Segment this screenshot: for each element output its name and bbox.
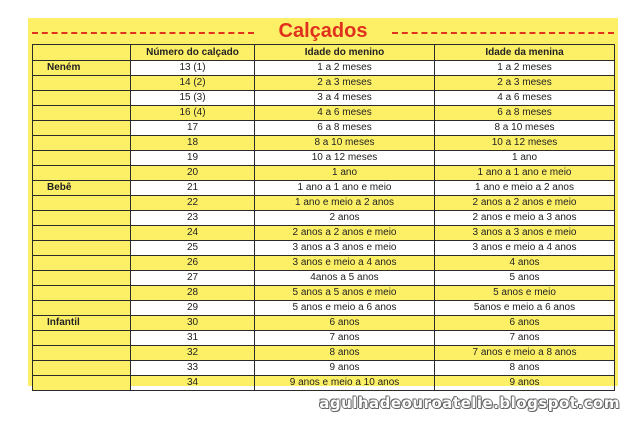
category-cell bbox=[33, 301, 131, 316]
girl-age-cell: 4 a 6 meses bbox=[435, 91, 615, 106]
title-row bbox=[28, 18, 618, 42]
size-table bbox=[32, 44, 615, 391]
girl-age-cell: 2 anos e meio a 3 anos bbox=[435, 211, 615, 226]
category-cell bbox=[33, 241, 131, 256]
category-cell bbox=[33, 346, 131, 361]
category-cell bbox=[33, 106, 131, 121]
shoe-size-cell: 22 bbox=[131, 196, 255, 211]
shoe-size-cell: 20 bbox=[131, 166, 255, 181]
size-chart-card bbox=[28, 18, 618, 386]
girl-age-cell: 9 anos bbox=[435, 376, 615, 391]
category-cell bbox=[33, 331, 131, 346]
header-boy-age: Idade do menino bbox=[255, 45, 435, 61]
boy-age-cell: 9 anos e meio a 10 anos bbox=[255, 376, 435, 391]
category-cell bbox=[33, 376, 131, 391]
shoe-size-cell: 24 bbox=[131, 226, 255, 241]
boy-age-cell: 10 a 12 meses bbox=[255, 151, 435, 166]
boy-age-cell: 7 anos bbox=[255, 331, 435, 346]
boy-age-cell: 3 anos e meio a 4 anos bbox=[255, 256, 435, 271]
girl-age-cell: 1 ano a 1 ano e meio bbox=[435, 166, 615, 181]
category-label: Neném bbox=[33, 61, 131, 76]
table-row bbox=[33, 136, 615, 151]
table-row bbox=[33, 316, 615, 331]
shoe-size-cell: 30 bbox=[131, 316, 255, 331]
girl-age-cell: 1 ano e meio a 2 anos bbox=[435, 181, 615, 196]
shoe-size-cell: 27 bbox=[131, 271, 255, 286]
shoe-size-cell: 18 bbox=[131, 136, 255, 151]
category-cell bbox=[33, 136, 131, 151]
title-divider-right bbox=[392, 32, 614, 34]
shoe-size-cell: 19 bbox=[131, 151, 255, 166]
girl-age-cell: 5 anos e meio bbox=[435, 286, 615, 301]
header-shoe-size: Número do calçado bbox=[131, 45, 255, 61]
boy-age-cell: 6 a 8 meses bbox=[255, 121, 435, 136]
shoe-size-cell: 33 bbox=[131, 361, 255, 376]
category-cell bbox=[33, 211, 131, 226]
category-cell bbox=[33, 121, 131, 136]
girl-age-cell: 8 anos bbox=[435, 361, 615, 376]
girl-age-cell: 5anos e meio a 6 anos bbox=[435, 301, 615, 316]
boy-age-cell: 5 anos a 5 anos e meio bbox=[255, 286, 435, 301]
header-row bbox=[33, 45, 615, 61]
title-divider-left bbox=[32, 32, 254, 34]
girl-age-cell: 6 a 8 meses bbox=[435, 106, 615, 121]
category-label: Infantil bbox=[33, 316, 131, 331]
shoe-size-cell: 16 (4) bbox=[131, 106, 255, 121]
category-cell bbox=[33, 361, 131, 376]
boy-age-cell: 1 ano a 1 ano e meio bbox=[255, 181, 435, 196]
boy-age-cell: 3 anos a 3 anos e meio bbox=[255, 241, 435, 256]
shoe-size-cell: 14 (2) bbox=[131, 76, 255, 91]
shoe-size-cell: 32 bbox=[131, 346, 255, 361]
table-row bbox=[33, 151, 615, 166]
girl-age-cell: 7 anos e meio a 8 anos bbox=[435, 346, 615, 361]
girl-age-cell: 3 anos a 3 anos e meio bbox=[435, 226, 615, 241]
boy-age-cell: 1 a 2 meses bbox=[255, 61, 435, 76]
girl-age-cell: 2 anos a 2 anos e meio bbox=[435, 196, 615, 211]
table-row bbox=[33, 256, 615, 271]
table-row bbox=[33, 361, 615, 376]
category-cell bbox=[33, 91, 131, 106]
table-row bbox=[33, 376, 615, 391]
table-row bbox=[33, 91, 615, 106]
girl-age-cell: 7 anos bbox=[435, 331, 615, 346]
header-girl-age: Idade da menina bbox=[435, 45, 615, 61]
boy-age-cell: 8 a 10 meses bbox=[255, 136, 435, 151]
boy-age-cell: 2 anos a 2 anos e meio bbox=[255, 226, 435, 241]
table-body bbox=[33, 61, 615, 391]
girl-age-cell: 2 a 3 meses bbox=[435, 76, 615, 91]
table-row bbox=[33, 76, 615, 91]
girl-age-cell: 10 a 12 meses bbox=[435, 136, 615, 151]
table-row bbox=[33, 346, 615, 361]
shoe-size-cell: 15 (3) bbox=[131, 91, 255, 106]
category-cell bbox=[33, 286, 131, 301]
shoe-size-cell: 13 (1) bbox=[131, 61, 255, 76]
girl-age-cell: 4 anos bbox=[435, 256, 615, 271]
shoe-size-cell: 28 bbox=[131, 286, 255, 301]
boy-age-cell: 9 anos bbox=[255, 361, 435, 376]
girl-age-cell: 1 ano bbox=[435, 151, 615, 166]
boy-age-cell: 8 anos bbox=[255, 346, 435, 361]
table-row bbox=[33, 286, 615, 301]
boy-age-cell: 3 a 4 meses bbox=[255, 91, 435, 106]
boy-age-cell: 1 ano e meio a 2 anos bbox=[255, 196, 435, 211]
category-cell bbox=[33, 226, 131, 241]
table-row bbox=[33, 211, 615, 226]
table-row bbox=[33, 226, 615, 241]
category-label: Bebê bbox=[33, 181, 131, 196]
table-row bbox=[33, 241, 615, 256]
girl-age-cell: 5 anos bbox=[435, 271, 615, 286]
shoe-size-cell: 34 bbox=[131, 376, 255, 391]
shoe-size-cell: 23 bbox=[131, 211, 255, 226]
boy-age-cell: 4anos a 5 anos bbox=[255, 271, 435, 286]
girl-age-cell: 3 anos e meio a 4 anos bbox=[435, 241, 615, 256]
table-row bbox=[33, 166, 615, 181]
boy-age-cell: 6 anos bbox=[255, 316, 435, 331]
header-category bbox=[33, 45, 131, 61]
boy-age-cell: 4 a 6 meses bbox=[255, 106, 435, 121]
girl-age-cell: 8 a 10 meses bbox=[435, 121, 615, 136]
boy-age-cell: 1 ano bbox=[255, 166, 435, 181]
boy-age-cell: 2 a 3 meses bbox=[255, 76, 435, 91]
table-row bbox=[33, 181, 615, 196]
category-cell bbox=[33, 271, 131, 286]
table-row bbox=[33, 301, 615, 316]
category-cell bbox=[33, 196, 131, 211]
chart-title: Calçados bbox=[278, 20, 368, 42]
boy-age-cell: 5 anos e meio a 6 anos bbox=[255, 301, 435, 316]
shoe-size-cell: 29 bbox=[131, 301, 255, 316]
category-cell bbox=[33, 76, 131, 91]
table-row bbox=[33, 61, 615, 76]
girl-age-cell: 1 a 2 meses bbox=[435, 61, 615, 76]
shoe-size-cell: 21 bbox=[131, 181, 255, 196]
category-cell bbox=[33, 151, 131, 166]
category-cell bbox=[33, 256, 131, 271]
girl-age-cell: 6 anos bbox=[435, 316, 615, 331]
table-row bbox=[33, 271, 615, 286]
shoe-size-cell: 25 bbox=[131, 241, 255, 256]
table-row bbox=[33, 106, 615, 121]
shoe-size-cell: 31 bbox=[131, 331, 255, 346]
category-cell bbox=[33, 166, 131, 181]
table-row bbox=[33, 121, 615, 136]
shoe-size-cell: 26 bbox=[131, 256, 255, 271]
shoe-size-cell: 17 bbox=[131, 121, 255, 136]
table-row bbox=[33, 331, 615, 346]
table-row bbox=[33, 196, 615, 211]
boy-age-cell: 2 anos bbox=[255, 211, 435, 226]
blog-watermark: agulhadeouroatelie.blogspot.com bbox=[319, 394, 620, 412]
